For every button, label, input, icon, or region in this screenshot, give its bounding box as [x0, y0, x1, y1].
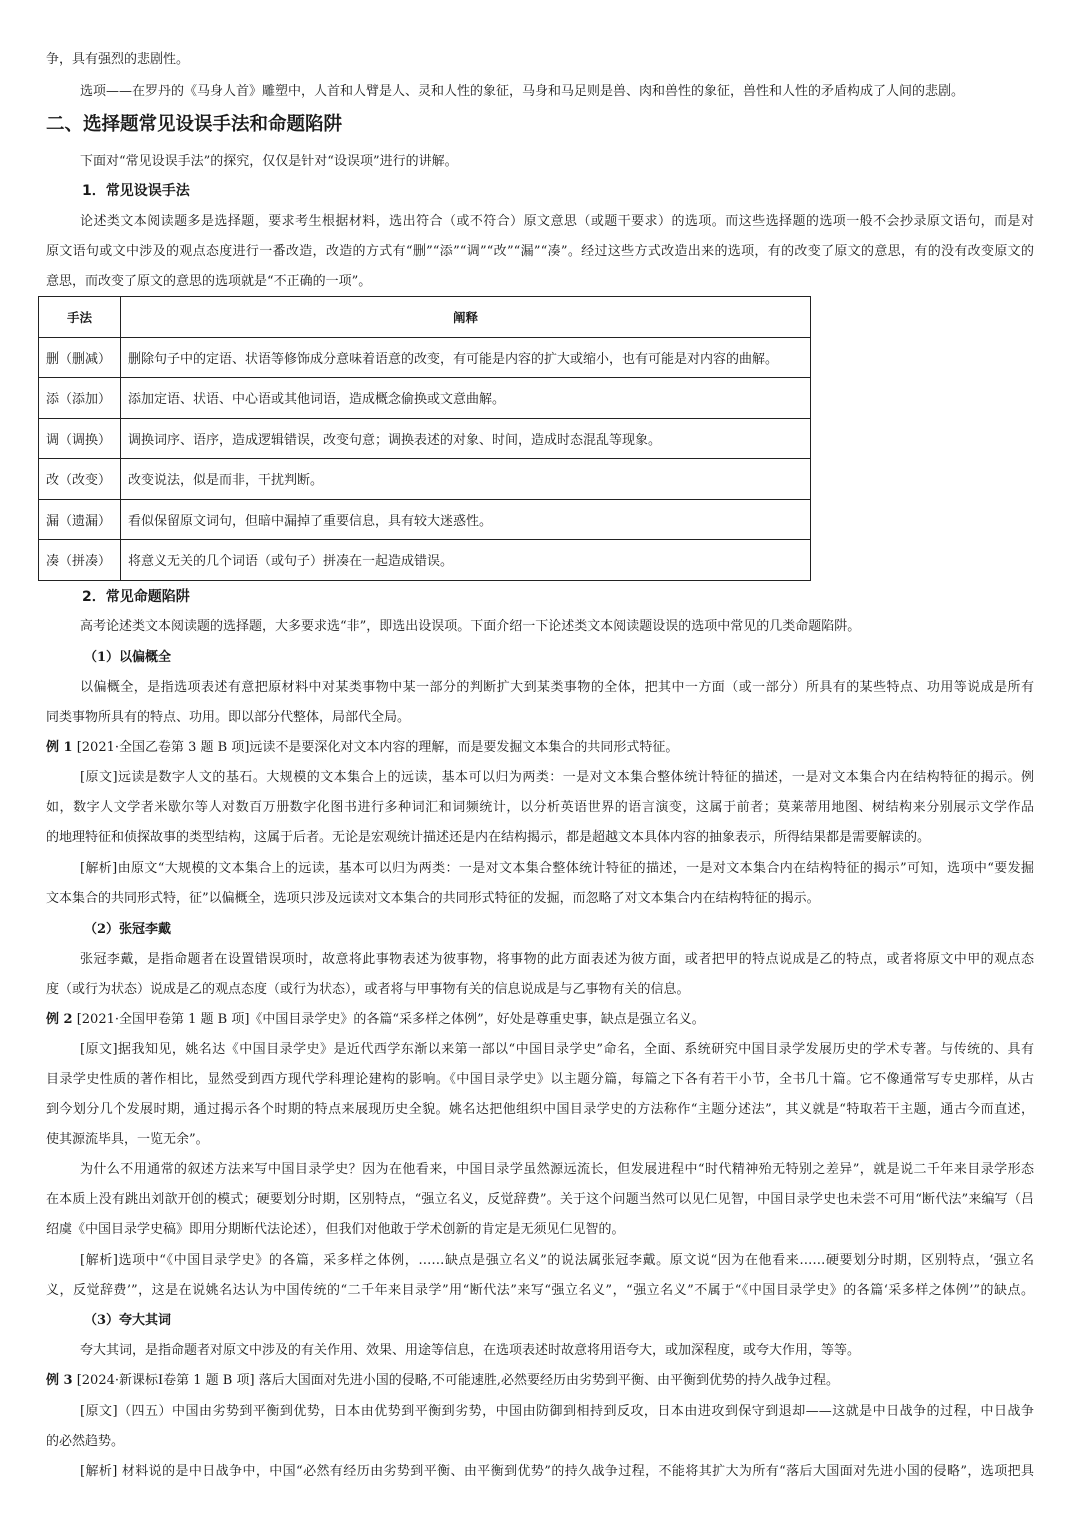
- table-row: [39, 418, 811, 459]
- table-header-method: 手法: [39, 297, 121, 338]
- table-cell-method: 调（调换）: [39, 418, 121, 459]
- paragraph-line: [原文]远读是数字人文的基石。大规模的文本集合上的远读，基本可以归为两类：一是对文本集合整体统计特征的描述，一是对文本集合内在结构特征的揭示。例: [80, 770, 1034, 785]
- paragraph-line: 的必然趋势。: [46, 1434, 125, 1449]
- table-cell-method: 凑（拼凑）: [39, 540, 121, 581]
- subsection-heading: 1．常见设误手法: [82, 183, 190, 199]
- subsection-heading: 2．常见命题陷阱: [82, 589, 190, 605]
- table-cell-explain: 调换词序、语序，造成逻辑错误，改变句意；调换表述的对象、时间，造成时态混乱等现象。: [121, 418, 811, 459]
- paragraph-line: 高考论述类文本阅读题的选择题，大多要求选“非”，即选出设误项。下面介绍一下论述类文本阅读题设误的选项中常见的几类命题陷阱。: [80, 619, 861, 634]
- paragraph-line: 使其源流毕具，一览无余”。: [46, 1132, 209, 1147]
- table-cell-explain: 改变说法，似是而非，干扰判断。: [121, 459, 811, 500]
- paragraph-line: 夸大其词，是指命题者对原文中涉及的有关作用、效果、用途等信息，在选项表述时故意将用语夸大，或加深程度，或夸大作用，等等。: [80, 1343, 861, 1358]
- example-line: [46, 741, 678, 754]
- paragraph-line: 为什么不用通常的叙述方法来写中国目录学史？因为在他看来，中国目录学虽然源远流长，但发展进程中“时代精神殆无特别之差异”，就是说二千年来目录学形态: [80, 1162, 1034, 1177]
- paragraph-line: 如，数字人文学者米歇尔等人对数百万册数字化图书进行多种词汇和词频统计，以分析英语世界的语言演变，这属于前者；莫莱蒂用地图、树结构来分别展示文学作品: [46, 800, 1034, 815]
- example-text: [2021·全国甲卷第 1 题 B 项]《中国目录学史》的各篇“采多样之体例”，好处是尊重史事，缺点是强立名义。: [76, 1012, 705, 1027]
- methods-table: [38, 296, 811, 581]
- paragraph-line: 论述类文本阅读题多是选择题，要求考生根据材料，选出符合（或不符合）原文意思（或题干要求）的选项。而这些选择题的选项一般不会抄录原文语句，而是对: [80, 214, 1034, 229]
- table-row: [39, 378, 811, 419]
- example-text: [2024·新课标Ⅰ卷第 1 题 B 项] 落后大国面对先进小国的侵略,不可能速胜,必然要经历由劣势到平衡、由平衡到优势的持久战争过程。: [76, 1373, 839, 1388]
- table-row: [39, 540, 811, 581]
- paragraph-line: 的地理特征和侦探故事的类型结构，这属于后者。无论是宏观统计描述还是内在结构揭示，都是超越文本具体内容的抽象表示，所得结果都是需要解读的。: [46, 830, 931, 845]
- table-row: [39, 459, 811, 500]
- paragraph-line: 义，反觉辞费’”，这是在说姚名达认为中国传统的“二千年来目录学”用“断代法”来写“强立名义”，“强立名义”不属于“《中国目录学史》的各篇‘采多样之体例’”的缺点。: [46, 1283, 1034, 1298]
- table-cell-method: 添（添加）: [39, 378, 121, 419]
- paragraph-line: 原文语句或文中涉及的观点态度进行一番改造，改造的方式有“删”“添”“调”“改”“漏”“凑”。经过这些方式改造出来的选项，有的改变了原文的意思，有的没有改变原文的: [46, 244, 1034, 259]
- table-cell-method: 改（改变）: [39, 459, 121, 500]
- table-cell-method: 漏（遗漏）: [39, 499, 121, 540]
- table-row: [39, 337, 811, 378]
- section-heading: 二、选择题常见设误手法和命题陷阱: [46, 114, 343, 135]
- table-cell-explain: 看似保留原文词句，但暗中漏掉了重要信息，具有较大迷惑性。: [121, 499, 811, 540]
- paragraph-line: 到今划分几个发展时期，通过揭示各个时期的特点来展现历史全貌。姚名达把他组织中国目录学史的方法称作“主题分述法”，其义就是“特取若干主题，通古今而直述，: [46, 1102, 1034, 1117]
- subsection-heading: （2）张冠李戴: [84, 922, 172, 937]
- subsection-heading: （3）夸大其词: [84, 1313, 172, 1328]
- example-line: [46, 1013, 705, 1026]
- paragraph-line: 张冠李戴，是指命题者在设置错误项时，故意将此事物表述为彼事物，将事物的此方面表述为彼方面，或者把甲的特点说成是乙的特点，或者将原文中甲的观点态: [80, 952, 1034, 967]
- paragraph-line: [解析]由原文“大规模的文本集合上的远读，基本可以归为两类：一是对文本集合整体统计特征的描述，一是对文本集合内在结构特征的揭示”可知，选项中“要发掘: [80, 861, 1034, 876]
- table-cell-method: 删（删减）: [39, 337, 121, 378]
- paragraph-line: [原文]据我知见，姚名达《中国目录学史》是近代西学东渐以来第一部以“中国目录学史”命名，全面、系统研究中国目录学发展历史的学术专著。与传统的、具有: [80, 1042, 1034, 1057]
- table-cell-explain: 删除句子中的定语、状语等修饰成分意味着语意的改变，有可能是内容的扩大或缩小，也有可能是对内容的曲解。: [121, 337, 811, 378]
- example-line: [46, 1374, 839, 1387]
- paragraph-line: 度（或行为状态）说成是乙的观点态度（或行为状态），或者将与甲事物有关的信息说成是与乙事物有关的信息。: [46, 982, 690, 997]
- table-row: [39, 499, 811, 540]
- paragraph-line: 绍虞《中国目录学史稿》即用分期断代法论述），但我们对他敢于学术创新的肯定是无须见仁见智的。: [46, 1222, 625, 1237]
- paragraph-line: [解析] 材料说的是中日战争中，中国“必然有经历由劣势到平衡、由平衡到优势”的持久战争过程，不能将其扩大为所有“落后大国面对先进小国的侵略”，选项把具: [80, 1464, 1034, 1479]
- paragraph-line: 争，具有强烈的悲剧性。: [46, 52, 190, 67]
- paragraph-line: 选项——在罗丹的《马身人首》雕塑中，人首和人臂是人、灵和人性的象征，马身和马足则是兽、肉和兽性的象征，兽性和人性的矛盾构成了人间的悲剧。: [80, 84, 965, 99]
- example-label: 例 1: [46, 740, 73, 755]
- paragraph-line: 以偏概全，是指选项表述有意把原材料中对某类事物中某一部分的判断扩大到某类事物的全体，把其中一方面（或一部分）所具有的某些特点、功用等说成是所有: [80, 680, 1034, 695]
- paragraph-line: 意思，而改变了原文的意思的选项就是“不正确的一项”。: [46, 274, 372, 289]
- paragraph-line: 同类事物所具有的特点、功用。即以部分代整体，局部代全局。: [46, 710, 411, 725]
- paragraph-line: [原文]（四五）中国由劣势到平衡到优势，日本由优势到平衡到劣势，中国由防御到相持到反攻，日本由进攻到保守到退却——这就是中日战争的过程，中日战争: [80, 1404, 1034, 1419]
- paragraph-line: [解析]选项中“《中国目录学史》的各篇，采多样之体例，……缺点是强立名义”的说法属张冠李戴。原文说“因为在他看来……硬要划分时期，区别特点，‘强立名: [80, 1253, 1034, 1268]
- example-label: 例 3: [46, 1373, 73, 1388]
- paragraph-line: 目录学史性质的著作相比，显然受到西方现代学科理论建构的影响。《中国目录学史》以主题分篇，每篇之下各有若干小节，全书几十篇。它不像通常写专史那样，从古: [46, 1072, 1034, 1087]
- table-cell-explain: 添加定语、状语、中心语或其他词语，造成概念偷换或文意曲解。: [121, 378, 811, 419]
- example-label: 例 2: [46, 1012, 73, 1027]
- example-text: [2021·全国乙卷第 3 题 B 项]远读不是要深化对文本内容的理解，而是要发掘文本集合的共同形式特征。: [76, 740, 679, 755]
- paragraph-line: 在本质上没有跳出刘歆开创的模式；硬要划分时期，区别特点，“强立名义，反觉辞费”。关于这个问题当然可以见仁见智，中国目录学史也未尝不可用“断代法”来编写（吕: [46, 1192, 1034, 1207]
- table-cell-explain: 将意义无关的几个词语（或句子）拼凑在一起造成错误。: [121, 540, 811, 581]
- paragraph-line: 下面对“常见设误手法”的探究，仅仅是针对“设误项”进行的讲解。: [80, 154, 458, 169]
- table-header-row: [39, 297, 811, 338]
- table-header-explain: 阐释: [121, 297, 811, 338]
- subsection-heading: （1）以偏概全: [84, 650, 172, 665]
- paragraph-line: 文本集合的共同形式特，征”以偏概全，选项只涉及远读对文本集合的共同形式特征的发掘，而忽略了对文本集合内在结构特征的揭示。: [46, 891, 820, 906]
